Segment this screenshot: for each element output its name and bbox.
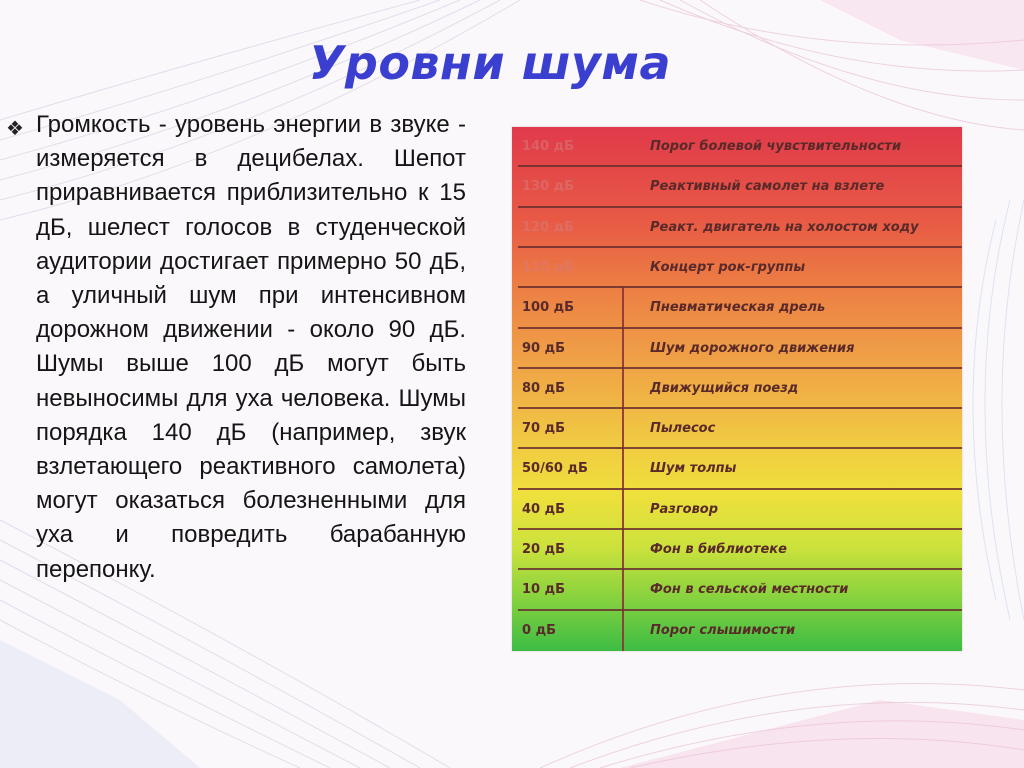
table-row: [512, 409, 962, 449]
noise-source: Фон в сельской местности: [650, 582, 849, 598]
noise-source: Разговор: [650, 501, 719, 517]
noise-source: Пневматическая дрель: [650, 300, 826, 316]
noise-source: Шум дорожного движения: [650, 340, 855, 356]
table-row: [512, 530, 962, 570]
decibel-level: 90 дБ: [522, 340, 566, 356]
noise-source: Концерт рок-группы: [650, 259, 806, 275]
noise-source: Пылесос: [650, 421, 716, 437]
table-row: [512, 611, 962, 651]
table-row: [512, 570, 962, 610]
table-row: [512, 369, 962, 409]
table-row: [512, 449, 962, 489]
decibel-level: 130 дБ: [522, 179, 575, 195]
table-row: [512, 490, 962, 530]
decibel-level: 50/60 дБ: [522, 461, 588, 477]
noise-source: Порог болевой чувствительности: [650, 139, 902, 154]
table-row: [512, 127, 962, 167]
table-row: [512, 288, 962, 328]
decibel-level: 20 дБ: [522, 542, 566, 558]
decibel-level: 0 дБ: [522, 622, 556, 638]
body-paragraph: Громкость - уровень энергии в звуке - измеряется в децибелах. Шепот приравнивается приблизительно к 15 дБ, шелест голосов в студенческой аудитории достигает примерно 50 дБ, а уличный шум при интенсивном дорожном движении - около 90 дБ. Шумы выше 100 дБ могут быть невыносимы для уха человека. Шумы порядка 140 дБ (например, звук взлетающего реактивного самолета) могут оказаться болезненными для уха и повредить барабанную перепонку.: [36, 111, 466, 583]
table-row: [512, 167, 962, 207]
decibel-level: 120 дБ: [522, 219, 575, 235]
table-row: [512, 208, 962, 248]
diamond-bullet-icon: ❖: [6, 118, 24, 140]
noise-source: Движущийся поезд: [650, 380, 799, 396]
slide-title: Уровни шума: [308, 36, 672, 90]
noise-source: Шум толпы: [650, 461, 737, 477]
noise-source: Фон в библиотеке: [650, 542, 787, 558]
table-row: [512, 248, 962, 288]
decibel-level: 110 дБ: [522, 259, 575, 275]
decibel-level: 100 дБ: [522, 300, 575, 316]
decibel-level: 140 дБ: [522, 139, 575, 154]
decibel-level: 10 дБ: [522, 582, 566, 598]
noise-level-table: [512, 127, 962, 651]
decibel-level: 80 дБ: [522, 380, 566, 396]
noise-source: Порог слышимости: [650, 622, 796, 638]
decibel-level: 40 дБ: [522, 501, 566, 517]
decibel-level: 70 дБ: [522, 421, 566, 437]
noise-source: Реакт. двигатель на холостом ходу: [650, 219, 919, 235]
table-row: [512, 329, 962, 369]
noise-source: Реактивный самолет на взлете: [650, 179, 885, 195]
